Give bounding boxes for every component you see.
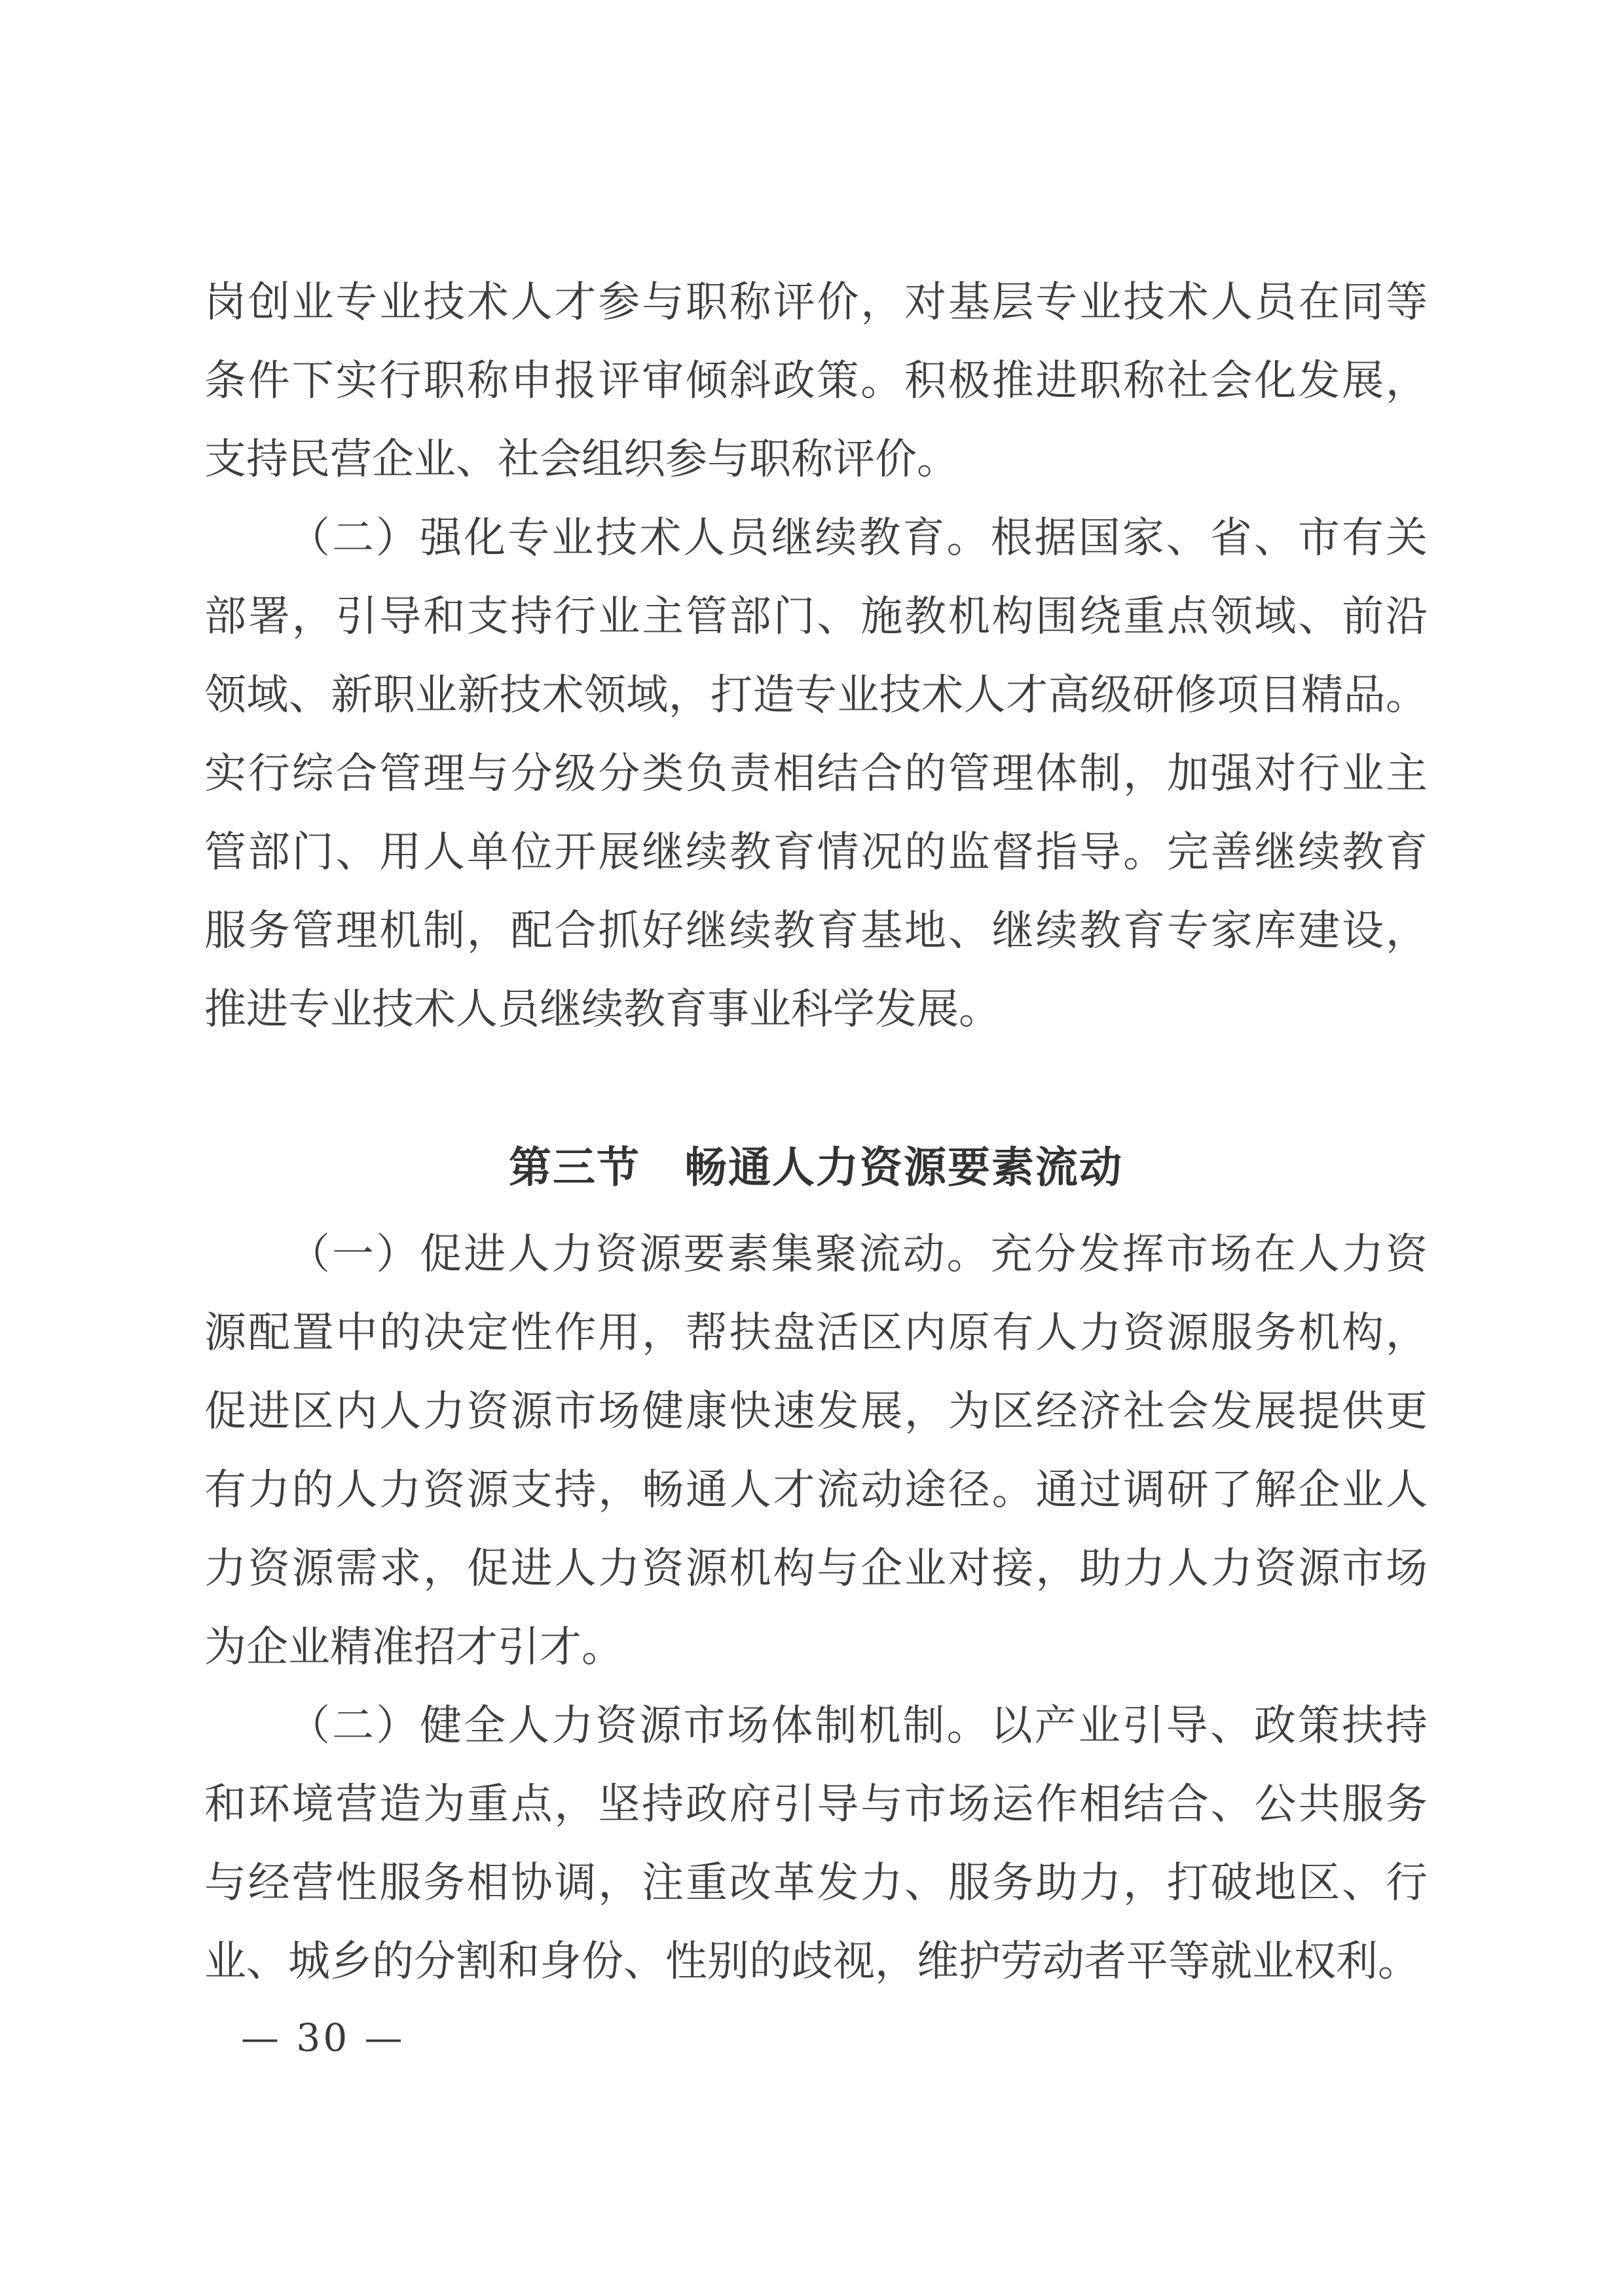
body-text-line: 推进专业技术人员继续教育事业科学发展。	[204, 985, 1001, 1034]
body-text-line: 管部门、用人单位开展继续教育情况的监督指导。完善继续教育	[204, 828, 1428, 877]
body-text-line: 和环境营造为重点，坚持政府引导与市场运作相结合、公共服务	[204, 1780, 1428, 1829]
body-text-line: 条件下实行职称申报评审倾斜政策。积极推进职称社会化发展，	[204, 357, 1428, 405]
body-text-line: 源配置中的决定性作用，帮扶盘活区内原有人力资源服务机构，	[204, 1309, 1428, 1357]
body-text-line: 服务管理机制，配合抓好继续教育基地、继续教育专家库建设，	[204, 907, 1428, 955]
body-text-line: （二）健全人力资源市场体制机制。以产业引导、政策扶持	[288, 1702, 1428, 1750]
body-text-line: 支持民营企业、社会组织参与职称评价。	[204, 435, 959, 484]
body-text-line: 岗创业专业技术人才参与职称评价，对基层专业技术人员在同等	[204, 278, 1428, 327]
body-text-line: 领域、新职业新技术领域，打造专业技术人才高级研修项目精品。	[204, 671, 1428, 720]
body-text-line: （二）强化专业技术人员继续教育。根据国家、省、市有关	[288, 514, 1428, 562]
page-number: — 30 —	[241, 2015, 405, 2060]
body-text-line: 业、城乡的分割和身份、性别的歧视，维护劳动者平等就业权利。	[204, 1937, 1420, 1986]
body-text-line: 有力的人力资源支持，畅通人才流动途径。通过调研了解企业人	[204, 1466, 1428, 1515]
body-text-line: 力资源需求，促进人力资源机构与企业对接，助力人力资源市场	[204, 1545, 1428, 1593]
body-text-line: 为企业精准招才引才。	[204, 1623, 623, 1672]
body-text-line: 与经营性服务相协调，注重改革发力、服务助力，打破地区、行	[204, 1859, 1428, 1907]
body-text-line: 部署，引导和支持行业主管部门、施教机构围绕重点领域、前沿	[204, 593, 1428, 641]
body-text-line: （一）促进人力资源要素集聚流动。充分发挥市场在人力资	[288, 1230, 1428, 1279]
page-body-text	[204, 263, 1428, 2001]
section-heading: 第三节 畅通人力资源要素流动	[508, 1143, 1123, 1192]
body-text-line: 促进区内人力资源市场健康快速发展，为区经济社会发展提供更	[204, 1387, 1428, 1436]
body-text-line: 实行综合管理与分级分类负责相结合的管理体制，加强对行业主	[204, 750, 1428, 798]
